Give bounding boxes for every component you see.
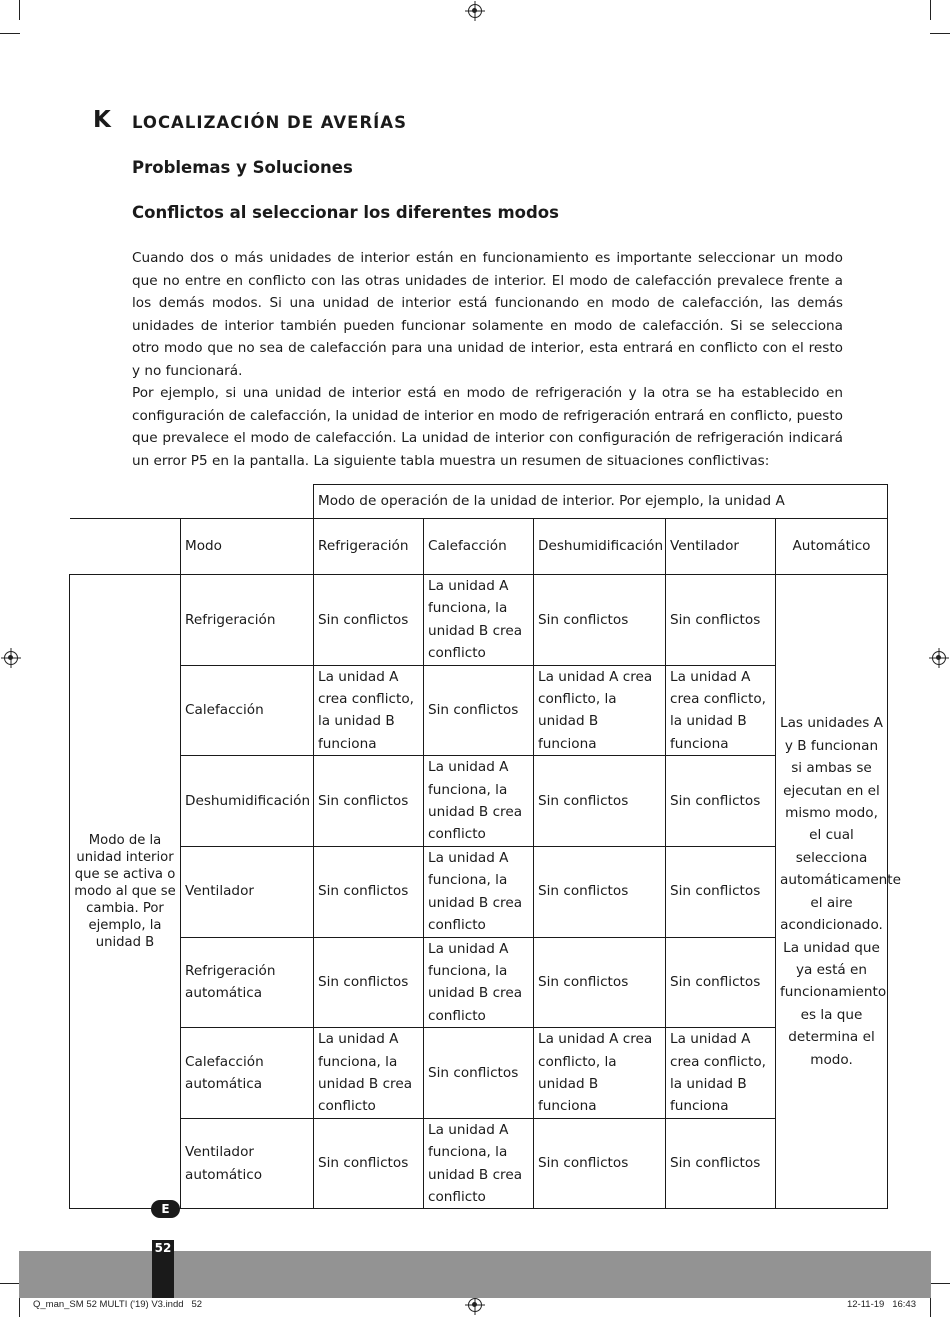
table-cell: La unidad A crea conflicto, la unidad B funciona (666, 665, 776, 756)
table-cell: Sin conflictos (314, 937, 424, 1028)
table-row (70, 846, 888, 937)
row-mode-label: Ventilador automático (181, 1118, 314, 1209)
row-mode-label: Calefacción (181, 665, 314, 756)
row-mode-label: Deshumidificación (181, 756, 314, 847)
section-letter: K (93, 107, 111, 133)
crop-mark (19, 0, 20, 20)
table-row (70, 665, 888, 756)
side-header: Modo de la unidad interior que se activa o modo al que se cambia. Por ejemplo, la unidad B (70, 575, 181, 1209)
print-slug-date: 12-11-19 16:43 (846, 1299, 916, 1310)
table-row (70, 1028, 888, 1119)
table-cell: La unidad A funciona, la unidad B crea conflicto (424, 937, 534, 1028)
table-cell: Sin conflictos (534, 756, 666, 847)
table-cell: La unidad A crea conflicto, la unidad B funciona (534, 1028, 666, 1119)
table-cell: Sin conflictos (534, 575, 666, 666)
table-blank-cell (70, 519, 181, 575)
table-cell: Sin conflictos (424, 1028, 534, 1119)
table-cell: Sin conflictos (534, 1118, 666, 1209)
table-cell: Sin conflictos (424, 665, 534, 756)
table-cell: Sin conflictos (534, 846, 666, 937)
table-blank-corner (70, 485, 314, 519)
table-row (70, 575, 888, 666)
crop-mark (930, 1297, 931, 1317)
table-cell: Sin conflictos (666, 756, 776, 847)
crop-mark (930, 1283, 950, 1284)
table-cell: Sin conflictos (666, 1118, 776, 1209)
table-cell: La unidad A funciona, la unidad B crea conflicto (424, 575, 534, 666)
crop-mark (930, 0, 931, 20)
crop-mark (0, 33, 20, 34)
col-header-deshumidificacion: Deshumidificación (534, 519, 666, 575)
table-cell: Sin conflictos (666, 937, 776, 1028)
row-mode-label: Refrigeración automática (181, 937, 314, 1028)
crop-mark (930, 33, 950, 34)
paragraph-intro: Cuando dos o más unidades de interior están en funcionamiento es importante seleccionar un modo que no entre en conflicto con las otras unidades de interior. El modo de calefacción prevalece frente a los demás modos. Si una unidad de interior está funcionando en modo de calefacción, las demás unidades de interior también pueden funcionar solamente en modo de calefacción. Si se selecciona otro modo que no sea de calefacción para una unidad de interior, esta entrará en conflicto con el resto y no funcionará. (132, 250, 843, 379)
page-number-tab (152, 1240, 174, 1298)
table-cell: La unidad A crea conflicto, la unidad B funciona (314, 665, 424, 756)
registration-mark-icon (468, 1298, 482, 1312)
print-slug-file: Q_man_SM 52 MULTI ('19) V3.indd 52 (33, 1299, 203, 1310)
section-title: LOCALIZACIÓN DE AVERÍAS (132, 113, 407, 132)
registration-mark-icon (4, 651, 18, 665)
col-header-refrigeracion: Refrigeración (314, 519, 424, 575)
registration-mark-icon (932, 651, 946, 665)
col-header-ventilador: Ventilador (666, 519, 776, 575)
row-mode-label: Refrigeración (181, 575, 314, 666)
heading-problems-solutions: Problemas y Soluciones (132, 158, 353, 177)
table-cell: Sin conflictos (666, 846, 776, 937)
crop-mark (0, 1283, 20, 1284)
row-mode-label: Calefacción automática (181, 1028, 314, 1119)
heading-mode-conflicts: Conflictos al seleccionar los diferentes modos (132, 203, 559, 222)
language-badge: E (151, 1200, 180, 1218)
col-header-mode: Modo (181, 519, 314, 575)
table-cell: Sin conflictos (534, 937, 666, 1028)
table-top-header: Modo de operación de la unidad de interior. Por ejemplo, la unidad A (314, 485, 888, 519)
table-cell: Sin conflictos (314, 575, 424, 666)
table-cell: La unidad A funciona, la unidad B crea conflicto (424, 756, 534, 847)
col-header-calefaccion: Calefacción (424, 519, 534, 575)
row-mode-label: Ventilador (181, 846, 314, 937)
table-cell: La unidad A funciona, la unidad B crea conflicto (424, 1118, 534, 1209)
table-cell: La unidad A crea conflicto, la unidad B funciona (534, 665, 666, 756)
crop-mark (19, 1297, 20, 1317)
table-cell: Sin conflictos (314, 756, 424, 847)
table-row (70, 937, 888, 1028)
registration-mark-icon (468, 4, 482, 18)
auto-mode-note: Las unidades A y B funcionan si ambas se ejecutan en el mismo modo, el cual selecciona automáticamente el aire acondicionado. La unidad que ya está en funcionamiento es la que determina el modo. (776, 575, 888, 1209)
conflict-table (69, 484, 901, 1209)
paragraph-example: Por ejemplo, si una unidad de interior está en modo de refrigeración y la otra se ha establecido en configuración de calefacción, la unidad de interior en modo de refrigeración entrará en conflicto, puesto que prevalece el modo de calefacción. La unidad de interior con configuración de refrigeración indicará un error P5 en la pantalla. La siguiente tabla muestra un resumen de situaciones conflictivas: (132, 385, 843, 469)
col-header-automatico: Automático (776, 519, 888, 575)
table-cell: Sin conflictos (314, 846, 424, 937)
table-cell: Sin conflictos (314, 1118, 424, 1209)
table-cell: La unidad A funciona, la unidad B crea conflicto (314, 1028, 424, 1119)
table-cell: Sin conflictos (666, 575, 776, 666)
table-row (70, 1118, 888, 1209)
table-cell: La unidad A funciona, la unidad B crea conflicto (424, 846, 534, 937)
page-number: 52 (154, 1241, 172, 1255)
table-row (70, 756, 888, 847)
table-cell: La unidad A crea conflicto, la unidad B funciona (666, 1028, 776, 1119)
